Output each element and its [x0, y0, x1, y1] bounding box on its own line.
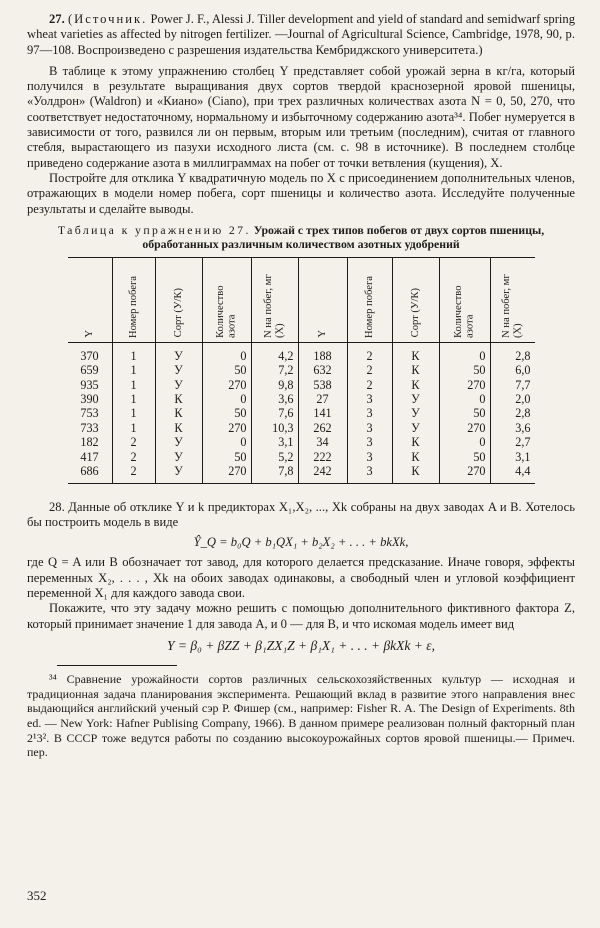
table-cell: 753: [80, 406, 99, 421]
table-cell: 7,2: [251, 363, 298, 377]
table-row: [68, 450, 535, 464]
exercise-27-task: Постройте для отклика Y квадратичную модель по X с присоединением дополнительных членов, отражающих в модели номер побега, сорт пшеницы и количество азота. Исследуйте полученные результаты и сделайте выводы.: [27, 170, 575, 216]
table-cell: К: [155, 421, 202, 435]
yield-table: [68, 257, 535, 484]
table-cell: 182: [80, 435, 99, 450]
footnote-mark: ³⁴: [49, 672, 57, 687]
table-cell: 7,7: [490, 378, 535, 392]
exercise-27-description: В таблице к этому упражнению столбец Y представляет собой урожай зерна в кг/га, который получился в результате выращивания двух сортов твердой краснозерной яровой пшеницы, «Уолдрон» (Waldron) и «Киано» (Ciano), при трех различных количествах азота N = 0, 50, 270, что соответствует недостаточному, нормальному и избыточному содержанию азота³⁴. Побег нумеруется в зависимости от того, развился ли он первым, вторым или третьим (последним), считая от главного стебля, вырастающего из пазухи исходного листа (см. с. 98 в источнике). В последнем столбце приведено содержание азота в миллиграммах на побег от точки ветвления (кущения), X.: [27, 63, 575, 170]
table-cell: 2: [112, 435, 155, 449]
table-cell: 270: [439, 464, 490, 483]
table-cell: К: [155, 406, 202, 420]
table-cell: 141: [298, 406, 347, 420]
table-cell: К: [392, 378, 439, 392]
table-row: [68, 421, 535, 435]
table-cell: 3: [347, 435, 392, 449]
table-cell: 50: [439, 450, 490, 464]
table-cell: 0: [202, 435, 251, 449]
table-cell: У: [392, 392, 439, 406]
table-cell: 659: [80, 363, 99, 378]
table-cell: 1: [112, 406, 155, 420]
table-cell: 1: [112, 421, 155, 435]
header-nitrogen-per-shoot-2: N на побег, мг (X): [501, 274, 524, 338]
header-variety-2: Сорт (У/К): [409, 288, 421, 338]
table-cell: 686: [68, 464, 113, 483]
equation-model-q: Ŷ_Q = b₀Q + b₁QX₁ + b₂X₂ + . . . + bkXk,: [193, 535, 409, 550]
footnote-text: Сравнение урожайности сортов различных сельскохозяйственных культур — исходная и традиционная задача планирования эксперимента. Решающий вклад в развитие этого направления внес выдающийся английский ученый сэр Р. Фишер (см., например: Fisher R. A. The Design of Experiments. 8th ed. — New York: Hafner Publising Company, 1966). В данном примере реализован полный факторный план 2¹3². В СССР тоже ведутся работы по созданию высокоурожайных сортов яровой пшеницы.— Примеч. пер.: [27, 672, 576, 760]
table-cell: 50: [202, 406, 251, 420]
table-cell: 3: [347, 450, 392, 464]
table-cell: 0: [439, 392, 490, 406]
table-cell: 632: [298, 363, 347, 377]
table-cell: 50: [439, 406, 490, 420]
table-cell: 4,2: [251, 342, 298, 363]
header-nitrogen-amount-2: Количество азота: [453, 285, 476, 338]
table-cell: 6,0: [490, 363, 535, 377]
table-cell: 733: [80, 420, 99, 435]
table-row: [68, 378, 535, 392]
table-cell: 262: [298, 421, 347, 435]
table-cell: 538: [298, 378, 347, 392]
table-cell: 370: [80, 348, 99, 363]
source-citation: Power J. F., Alessi J. Tiller development and yield of standard and semidwarf spring wheat varieties as affected by nitrogen fertilizer. —Journal of Agricultural Science, Cambridge, 1978, 90, p. 97—108. Воспроизведено с разрешения издательства Кембриджского университета.): [27, 12, 575, 57]
table-cell: 5,2: [251, 450, 298, 464]
table-cell: У: [392, 421, 439, 435]
table-cell: 1: [112, 342, 155, 363]
table-cell: У: [155, 450, 202, 464]
table-cell: 27: [298, 392, 347, 406]
exercise-28-explanation: где Q = A или B обозначает тот завод, для которого делается предсказание. Иначе говоря, эффекты переменных X₂, . . . , Xk на обоих заводах одинаковы, а свободный член и угловой коэффициент переменной X₁ для каждого завода свои.: [27, 555, 575, 600]
exercise-28-task: Покажите, что эту задачу можно решить с помощью дополнительного фиктивного фактора Z, который принимает значение 1 для завода A, и 0 — для B, и что искомая модель имеет вид: [27, 601, 575, 631]
table-cell: 270: [202, 464, 251, 483]
table-cell: 3: [347, 406, 392, 420]
source-label: (Источник.: [67, 12, 148, 26]
table-cell: 4,4: [490, 464, 535, 483]
table-caption-text: Урожай с трех типов побегов от двух сортов пшеницы, обработанных различным количеством азотных удобрений: [142, 222, 545, 251]
table-cell: У: [392, 406, 439, 420]
table-cell: 1: [112, 378, 155, 392]
table-cell: 34: [298, 435, 347, 449]
table-caption: [27, 223, 575, 251]
table-cell: 1: [112, 392, 155, 406]
table-cell: 0: [202, 392, 251, 406]
table-row: [68, 406, 535, 420]
table-cell: К: [392, 363, 439, 377]
table-cell: 3,1: [251, 435, 298, 449]
table-cell: К: [392, 450, 439, 464]
table-cell: 222: [298, 450, 347, 464]
table-cell: У: [155, 435, 202, 449]
header-variety-1: Сорт (У/К): [172, 288, 184, 338]
table-cell: 3: [347, 421, 392, 435]
table-caption-label: Таблица к упражнению 27.: [57, 222, 251, 237]
table-cell: 2,8: [490, 342, 535, 363]
table-cell: 3,6: [251, 392, 298, 406]
table-cell: 2,8: [490, 406, 535, 420]
table-cell: 188: [298, 342, 347, 363]
equation-model-z: Y = β₀ + βZZ + β₁ZX₁Z + β₁X₁ + . . . + βkXk + ε,: [167, 637, 435, 653]
table-cell: 10,3: [251, 421, 298, 435]
header-nitrogen-amount-1: Количество азота: [215, 285, 238, 338]
table-cell: 3: [347, 464, 392, 483]
table-cell: 7,6: [251, 406, 298, 420]
footnote-34: [27, 672, 575, 760]
header-y-1: Y: [83, 330, 95, 338]
table-cell: 3,6: [490, 421, 535, 435]
table-cell: 2: [347, 363, 392, 377]
table-row: [68, 435, 535, 449]
table-cell: 1: [112, 363, 155, 377]
header-shoot-number-2: Номер побега: [363, 275, 375, 338]
table-cell: 417: [80, 449, 99, 464]
book-page: [27, 12, 575, 760]
table-cell: 0: [202, 342, 251, 363]
table-cell: 270: [202, 421, 251, 435]
exercise-27-number: 27.: [49, 12, 65, 26]
table-row: [68, 464, 535, 483]
table-cell: 270: [439, 421, 490, 435]
table-cell: К: [392, 342, 439, 363]
table-cell: К: [392, 464, 439, 483]
table-cell: 9,8: [251, 378, 298, 392]
table-cell: 270: [202, 378, 251, 392]
table-cell: 2: [347, 342, 392, 363]
table-cell: К: [155, 392, 202, 406]
table-cell: К: [392, 435, 439, 449]
table-cell: 2: [112, 450, 155, 464]
exercise-27-source: [27, 12, 575, 58]
table-cell: 270: [439, 378, 490, 392]
table-cell: 50: [202, 363, 251, 377]
table-cell: У: [155, 363, 202, 377]
table-cell: 935: [80, 377, 99, 392]
table-cell: 3,1: [490, 450, 535, 464]
table-row: [68, 342, 535, 363]
table-cell: 390: [80, 392, 99, 407]
table-cell: 50: [439, 363, 490, 377]
table-cell: У: [155, 342, 202, 363]
table-cell: 2: [112, 464, 155, 483]
table-header-row: [68, 257, 535, 342]
header-y-2: Y: [316, 330, 328, 338]
table-cell: 2,0: [490, 392, 535, 406]
table-cell: 3: [347, 392, 392, 406]
table-cell: 242: [298, 464, 347, 483]
table-row: [68, 392, 535, 406]
table-cell: 50: [202, 450, 251, 464]
exercise-28-statement: 28. Данные об отклике Y и k предикторах X₁,X₂, ..., Xk собраны на двух заводах A и B. Хотелось бы построить модель в виде: [27, 499, 575, 529]
table-cell: 0: [439, 435, 490, 449]
table-cell: У: [155, 378, 202, 392]
table-cell: У: [155, 464, 202, 483]
page-number: 352: [27, 888, 47, 903]
table-cell: 2,7: [490, 435, 535, 449]
table-cell: 0: [439, 342, 490, 363]
footnote-divider: [57, 665, 177, 666]
header-shoot-number-1: Номер побега: [127, 275, 139, 338]
header-nitrogen-per-shoot-1: N на побег, мг (X): [263, 274, 286, 338]
table-cell: 2: [347, 378, 392, 392]
table-row: [68, 363, 535, 377]
table-cell: 7,8: [251, 464, 298, 483]
